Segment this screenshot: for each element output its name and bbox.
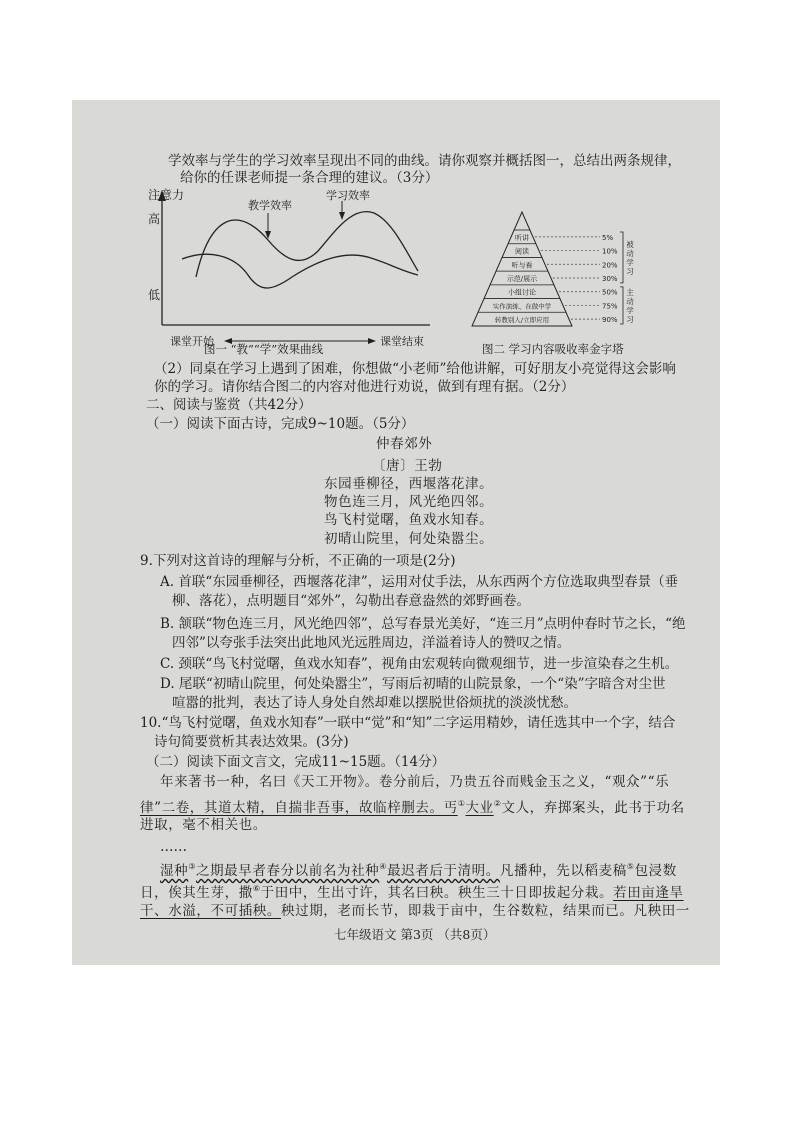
prose-p1-line-3: 进取，毫不相关也。 [140, 817, 267, 833]
sub1-heading: （一）阅读下面古诗，完成9~10题。（5分） [146, 416, 415, 432]
prose-p1-line-2: 律”二卷，其道太精，自揣非吾事，故临梓删去。丐①大业②文人，弃掷案头，此书于功名 [140, 799, 685, 816]
prose-p2-line-1: 湿种③之期最早者春分以前名为社种④最迟者后于清明。凡播种，先以稻麦稿⑤包浸数 [160, 862, 677, 879]
active-label: 动 [626, 296, 634, 306]
figure1-caption: 图一 “教”“学”效果曲线 [204, 342, 324, 356]
pyramid-percent: 5% [602, 233, 614, 242]
prose-p2-line-3: 干、水溢，不可插秧。秧过期，老而长节，即栽于亩中，生谷数粒，结果而已。凡秧田一 [140, 903, 690, 919]
pyramid-percent: 30% [602, 275, 618, 283]
section2-heading: 二、阅读与鉴赏（共42分） [146, 397, 312, 413]
figure1-x-end: 课堂结束 [380, 335, 424, 348]
figure2-pyramid [470, 210, 648, 334]
figure1-high: 高 [148, 212, 161, 226]
pyramid-level-label: 小组讨论 [508, 288, 536, 297]
active-label: 习 [626, 314, 634, 324]
q2-line-2: 你的学习。请你结合图二的内容对他进行劝说，做到有理有据。（2分） [154, 379, 575, 395]
figure1-effect-curve [148, 185, 438, 355]
passive-label: 学 [626, 257, 634, 267]
q9-option-a-cont: 柳、落花），点明题目“郊外”，勾勒出春意盎然的郊野画卷。 [172, 593, 531, 609]
pyramid-percent: 50% [602, 288, 618, 297]
q9-option-a: A. 首联“东园垂柳径，西堰落花津”，运用对仗手法，从东西两个方位选取典型春景（垂 [160, 574, 679, 590]
pyramid-level-label: 阅读 [515, 247, 529, 256]
passive-label: 被 [626, 239, 634, 249]
figure2-caption: 图二 学习内容吸收率金字塔 [482, 342, 624, 356]
pyramid-percent: 90% [602, 316, 618, 325]
page-footer: 七年级语文 第3页 （共8页） [334, 927, 496, 942]
passive-label: 动 [626, 248, 634, 258]
figure1-x-start: 课堂开始 [170, 335, 214, 348]
q9-option-b: B. 颔联“物色连三月，风光绝四邻”，总写春景光美好，“连三月”点明仲春时节之长，“绝 [160, 616, 686, 632]
q9-stem: 9.下列对这首诗的理解与分析，不正确的一项是(2分) [140, 553, 456, 569]
passive-label: 习 [626, 266, 634, 276]
passive-bracket [620, 232, 623, 283]
active-label: 主 [626, 287, 634, 297]
q10-line-2: 诗句简要赏析其表达效果。(3分) [154, 734, 349, 750]
pyramid-percent: 75% [602, 302, 618, 311]
poem-line: 东园垂柳径，西堰落花津。 [324, 476, 494, 492]
poem-title: 仲春郊外 [376, 436, 433, 452]
q9-option-c: C. 颈联“鸟飞村觉曙，鱼戏水知春”，视角由宏观转向微观细节，进一步渲染春之生机。 [160, 656, 679, 672]
poem-line: 初晴山院里，何处染嚣尘。 [324, 531, 494, 547]
poem-author: 〔唐〕王勃 [372, 458, 443, 474]
pyramid-level-label: 听讲 [515, 233, 529, 242]
q9-option-d: D. 尾联“初晴山院里，何处染嚣尘”，写雨后初晴的山院景象，一个“染”字暗含对尘世 [160, 676, 666, 692]
q9-option-b-cont: 四邻”以夸张手法突出此地风光远胜周边，洋溢着诗人的赞叹之情。 [172, 635, 571, 651]
prose-p1-line-1: 年来著书一种，名曰《天工开物》。卷分前后，乃贵五谷而贱金玉之义，“观众”“乐 [160, 774, 670, 790]
poem-line: 物色连三月，风光绝四邻。 [324, 494, 494, 510]
q10-line-1: 10.“鸟飞村觉曙，鱼戏水知春”一联中“觉”和“知”二字运用精妙，请任选其中一个字，结合 [140, 715, 676, 731]
intro-line-1: 学效率与学生的学习效率呈现出不同的曲线。请你观察并概括图一，总结出两条规律， [168, 153, 681, 169]
prose-ellipsis: …… [160, 839, 187, 855]
pyramid-percent: 20% [602, 261, 618, 270]
intro-line-2: 给你的任课老师提一条合理的建议。（3分） [180, 170, 439, 186]
q2-line-1: （2）同桌在学习上遇到了困难，你想做“小老师”给他讲解，可好朋友小亮觉得这会影响 [154, 361, 676, 377]
poem-line: 鸟飞村觉曙，鱼戏水知春。 [324, 512, 494, 528]
pyramid-level-label: 示范/展示 [506, 275, 538, 283]
exam-page [72, 100, 720, 965]
figure1-low: 低 [148, 288, 161, 302]
figure1-teach-label: 教学效率 [248, 199, 292, 212]
sub2-heading: （二）阅读下面文言文，完成11~15题。（14分） [146, 754, 446, 770]
pyramid-level-label: 实作演练、在做中学 [492, 302, 552, 311]
pyramid-level-label: 听与看 [511, 261, 533, 270]
active-bracket [620, 287, 623, 324]
pyramid-percent: 10% [602, 247, 618, 256]
prose-p2-line-2: 日，俟其生芽，撒⑥于田中，生出寸许，其名曰秧。秧生三十日即拔起分栽。若田亩逢旱 [140, 884, 684, 901]
q9-option-d-cont: 喧嚣的批判，表达了诗人身处自然却难以摆脱世俗烦扰的淡淡忧愁。 [172, 695, 577, 711]
figure1-ylabel: 注意力 [148, 188, 185, 202]
pyramid-level-label: 转教别人/立即应用 [494, 316, 550, 325]
figure1-learn-label: 学习效率 [326, 189, 370, 202]
active-label: 学 [626, 305, 634, 315]
